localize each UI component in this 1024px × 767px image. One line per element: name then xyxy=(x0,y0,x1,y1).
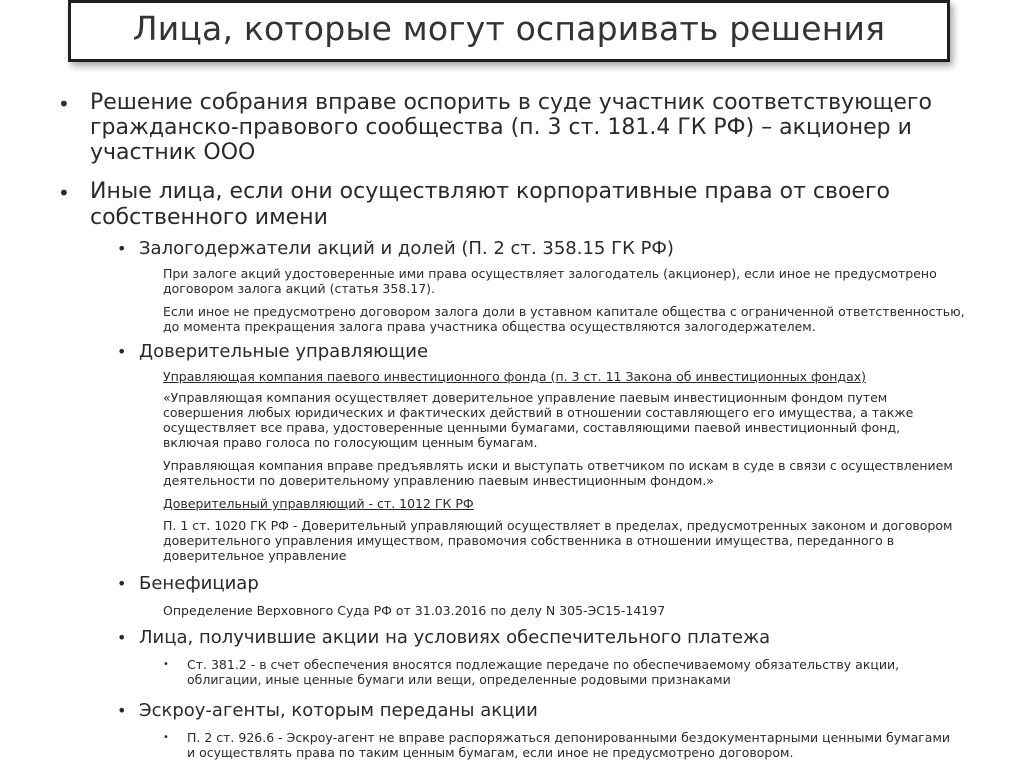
zalog-p1-line-2: договором залога акций (статья 358.17). xyxy=(163,281,436,296)
trust-quote-line-3: осуществляет все права, удостоверенные ценными бумагами, составляющими паевой инвестиционный фонд, xyxy=(163,420,901,435)
secured-line-1: Ст. 381.2 - в счет обеспечения вносятся подлежащие передаче по обеспечиваемому обязательству акции, xyxy=(187,657,900,672)
trust-text-line-2: доверительного управления имуществом, правомочия собственника в отношении имущества, переданного в xyxy=(163,533,895,548)
trust-text-line-1: П. 1 ст. 1020 ГК РФ - Доверительный управляющий осуществляет в пределах, предусмотренных законом и договором xyxy=(163,518,953,533)
bullet-1-line-1: Решение собрания вправе оспорить в суде участник соответствующего xyxy=(90,90,932,115)
secured-heading: Лица, получившие акции на условиях обеспечительного платежа xyxy=(139,627,771,648)
escrow-line-2: и осуществлять права по таким ценным бумагам, если иное не предусмотрено договором. xyxy=(187,745,794,760)
trust-text-line-3: доверительное управление xyxy=(163,548,347,563)
slide-title: Лица, которые могут оспаривать решения xyxy=(132,8,886,48)
bullet-2-line-1: Иные лица, если они осуществляют корпоративные права от своего xyxy=(90,179,890,204)
sub-sub-bullet-dot: • xyxy=(163,732,169,743)
trust-quote-line-4: включая право голоса по голосующим ценным бумагам. xyxy=(163,435,538,450)
benef-text: Определение Верховного Суда РФ от 31.03.2016 по делу N 305-ЭС15-14197 xyxy=(163,603,666,618)
sub-bullet-dot: • xyxy=(117,628,127,647)
sub-bullet-dot: • xyxy=(117,574,127,593)
sub-bullet-dot: • xyxy=(117,239,127,258)
trust-quote-line-2: совершения любых юридических и фактических действий в отношении составляющего его имущества, а также xyxy=(163,405,914,420)
escrow-line-1: П. 2 ст. 926.6 - Эскроу-агент не вправе распоряжаться депонированными бездокументарными ценными бумагами xyxy=(187,730,951,745)
trust-quote2-line-2: деятельности по доверительному управлению паевым инвестиционным фондом.» xyxy=(163,473,714,488)
bullet-1-line-3: участник ООО xyxy=(90,140,256,165)
trust-link-2[interactable]: Доверительный управляющий - ст. 1012 ГК РФ xyxy=(163,496,474,511)
trust-link-1[interactable]: Управляющая компания паевого инвестиционного фонда (п. 3 ст. 11 Закона об инвестиционных фондах) xyxy=(163,369,867,384)
bullet-2-line-2: собственного имени xyxy=(90,205,328,230)
benef-heading: Бенефициар xyxy=(139,573,259,594)
zalog-p2-line-2: до момента прекращения залога права участника общества осуществляются залогодержателем. xyxy=(163,319,816,334)
bullet-dot: • xyxy=(58,181,70,205)
trust-quote-line-1: «Управляющая компания осуществляет доверительное управление паевым инвестиционным фондом путем xyxy=(163,390,888,405)
zalog-heading: Залогодержатели акций и долей (П. 2 ст. 358.15 ГК РФ) xyxy=(139,238,674,259)
sub-sub-bullet-dot: • xyxy=(163,659,169,670)
bullet-1-line-2: гражданско-правового сообщества (п. 3 ст. 181.4 ГК РФ) – акционер и xyxy=(90,115,912,140)
zalog-p2-line-1: Если иное не предусмотрено договором залога доли в уставном капитале общества с ограниченной ответственностью, xyxy=(163,304,965,319)
escrow-heading: Эскроу-агенты, которым переданы акции xyxy=(139,700,538,721)
trust-heading: Доверительные управляющие xyxy=(139,341,429,362)
trust-quote2-line-1: Управляющая компания вправе предъявлять иски и выступать ответчиком по искам в суде в связи с осуществлением xyxy=(163,458,953,473)
bullet-dot: • xyxy=(58,92,70,116)
secured-line-2: облигации, иные ценные бумаги или вещи, определенные родовыми признаками xyxy=(187,672,731,687)
zalog-p1-line-1: При залоге акций удостоверенные ими права осуществляет залогодатель (акционер), если иное не предусмотрено xyxy=(163,266,937,281)
sub-bullet-dot: • xyxy=(117,342,127,361)
sub-bullet-dot: • xyxy=(117,701,127,720)
